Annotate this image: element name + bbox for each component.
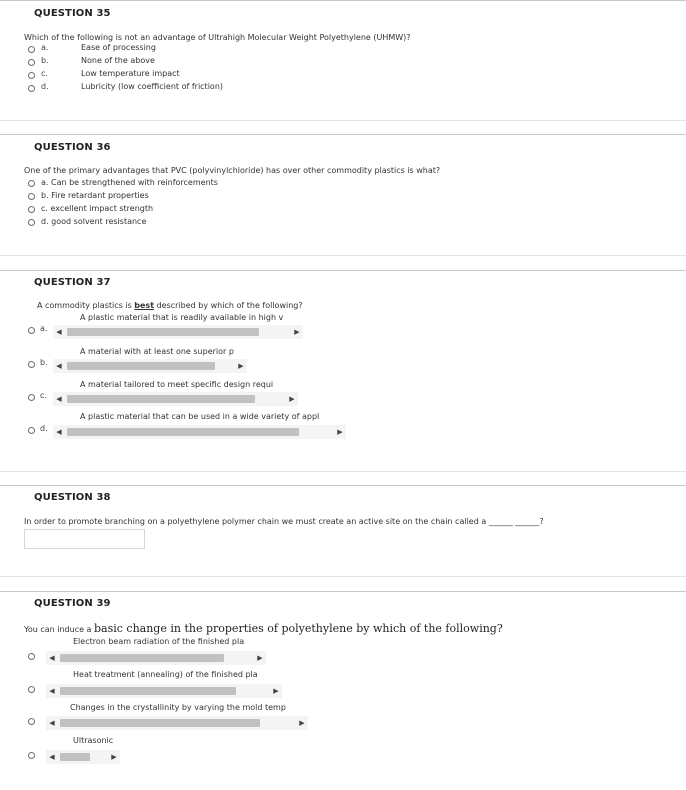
separator [0,591,686,592]
q37-radio-b[interactable] [28,361,35,368]
q35-option-d-text: Lubricity (low coefficient of friction) [81,82,224,91]
q37-option-a-letter: a. [40,324,48,333]
scroll-right-icon[interactable]: ▶ [238,362,244,370]
separator [0,471,686,472]
q35-radio-d[interactable] [28,85,35,92]
q39-option-1-scrollbar[interactable] [46,651,266,665]
question-38-text: In order to promote branching on a polyethylene polymer chain we must create an active site on the chain called a ______ ______? [24,517,544,526]
scrollbar-thumb[interactable] [60,753,90,761]
separator [0,576,686,577]
q36-option-b-text: b. Fire retardant properties [41,191,149,200]
q35-option-a-letter: a. [41,43,49,52]
question-39-heading: QUESTION 39 [34,598,111,609]
q35-option-b-text: None of the above [81,56,155,65]
scroll-right-icon[interactable]: ▶ [289,395,295,403]
q36-option-a-text: a. Can be strengthened with reinforcements [41,178,218,187]
q37-option-d-scrollbar[interactable] [53,425,346,439]
separator [0,485,686,486]
scrollbar-thumb[interactable] [60,719,260,727]
q36-radio-d[interactable] [28,219,35,226]
scrollbar-thumb[interactable] [67,395,255,403]
q39-option-3-text: Changes in the crystallinity by varying the mold temp [70,703,286,712]
scroll-left-icon[interactable]: ◀ [56,328,62,336]
question-35-heading: QUESTION 35 [34,8,111,19]
scroll-right-icon[interactable]: ▶ [337,428,343,436]
separator [0,0,686,1]
scrollbar-thumb[interactable] [67,362,215,370]
q36-radio-c[interactable] [28,206,35,213]
scroll-right-icon[interactable]: ▶ [273,687,279,695]
scrollbar-thumb[interactable] [67,428,299,436]
question-36-heading: QUESTION 36 [34,142,111,153]
separator [0,270,686,271]
scroll-left-icon[interactable]: ◀ [56,395,62,403]
q39-option-1-text: Electron beam radiation of the finished pla [73,637,245,646]
q39-option-2-scrollbar[interactable] [46,684,282,698]
scroll-left-icon[interactable]: ◀ [49,753,55,761]
q35-option-c-text: Low temperature impact [81,69,180,78]
question-37-text-before: A commodity plastics is [37,301,135,310]
scroll-right-icon[interactable]: ▶ [299,719,305,727]
q37-option-c-text: A material tailored to meet specific design requi [80,380,274,389]
q39-option-3-scrollbar[interactable] [46,716,308,730]
question-36-text: One of the primary advantages that PVC (polyvinylchloride) has over other commodity plastics is what? [24,166,441,175]
scrollbar-thumb[interactable] [67,328,259,336]
q39-radio-2[interactable] [28,686,35,693]
scroll-left-icon[interactable]: ◀ [49,719,55,727]
scroll-left-icon[interactable]: ◀ [56,428,62,436]
q37-option-c-scrollbar[interactable] [53,392,298,406]
q37-option-b-text: A material with at least one superior p [80,347,234,356]
q35-option-c-letter: c. [41,69,48,78]
q38-answer-input[interactable] [24,529,145,549]
q35-option-d-letter: d. [41,82,49,91]
question-37-text-emphasis: best [134,301,155,310]
separator [0,255,686,256]
q37-option-b-scrollbar[interactable] [53,359,247,373]
q39-radio-1[interactable] [28,653,35,660]
q36-option-d-text: d. good solvent resistance [41,217,147,226]
q37-radio-c[interactable] [28,394,35,401]
q37-radio-d[interactable] [28,427,35,434]
scroll-right-icon[interactable]: ▶ [257,654,263,662]
q37-option-a-text: A plastic material that is readily available in high v [80,313,284,322]
question-39-text-serif: basic change in the properties of polyethylene by which of the following? [94,622,503,635]
question-37-heading: QUESTION 37 [34,277,111,288]
q39-option-4-text: Ultrasonic [73,736,114,745]
scroll-right-icon[interactable]: ▶ [111,753,117,761]
question-37-text [37,301,303,310]
question-37-text-after: described by which of the following? [154,301,303,310]
q35-option-a-text: Ease of processing [81,43,156,52]
q35-option-b-letter: b. [41,56,49,65]
q39-radio-4[interactable] [28,752,35,759]
scroll-right-icon[interactable]: ▶ [294,328,300,336]
separator [0,134,686,135]
q36-radio-b[interactable] [28,193,35,200]
question-39-text [24,622,503,635]
separator [0,120,686,121]
q36-radio-a[interactable] [28,180,35,187]
q39-option-2-text: Heat treatment (annealing) of the finished pla [73,670,258,679]
q39-radio-3[interactable] [28,718,35,725]
scroll-left-icon[interactable]: ◀ [56,362,62,370]
question-38-heading: QUESTION 38 [34,492,111,503]
q35-radio-c[interactable] [28,72,35,79]
scrollbar-thumb[interactable] [60,687,236,695]
q35-radio-a[interactable] [28,46,35,53]
q37-option-c-letter: c. [40,391,47,400]
q35-radio-b[interactable] [28,59,35,66]
q37-radio-a[interactable] [28,327,35,334]
scroll-left-icon[interactable]: ◀ [49,687,55,695]
q39-option-4-scrollbar[interactable] [46,750,120,764]
q37-option-d-letter: d. [40,424,48,433]
q37-option-d-text: A plastic material that can be used in a wide variety of appl [80,412,320,421]
scroll-left-icon[interactable]: ◀ [49,654,55,662]
scrollbar-thumb[interactable] [60,654,224,662]
q37-option-b-letter: b. [40,358,48,367]
q36-option-c-text: c. excellent impact strength [41,204,154,213]
question-39-text-sans: You can induce a [24,625,94,634]
question-35-text: Which of the following is not an advantage of Ultrahigh Molecular Weight Polyethylene (UHMW)? [24,33,411,42]
q37-option-a-scrollbar[interactable] [53,325,303,339]
